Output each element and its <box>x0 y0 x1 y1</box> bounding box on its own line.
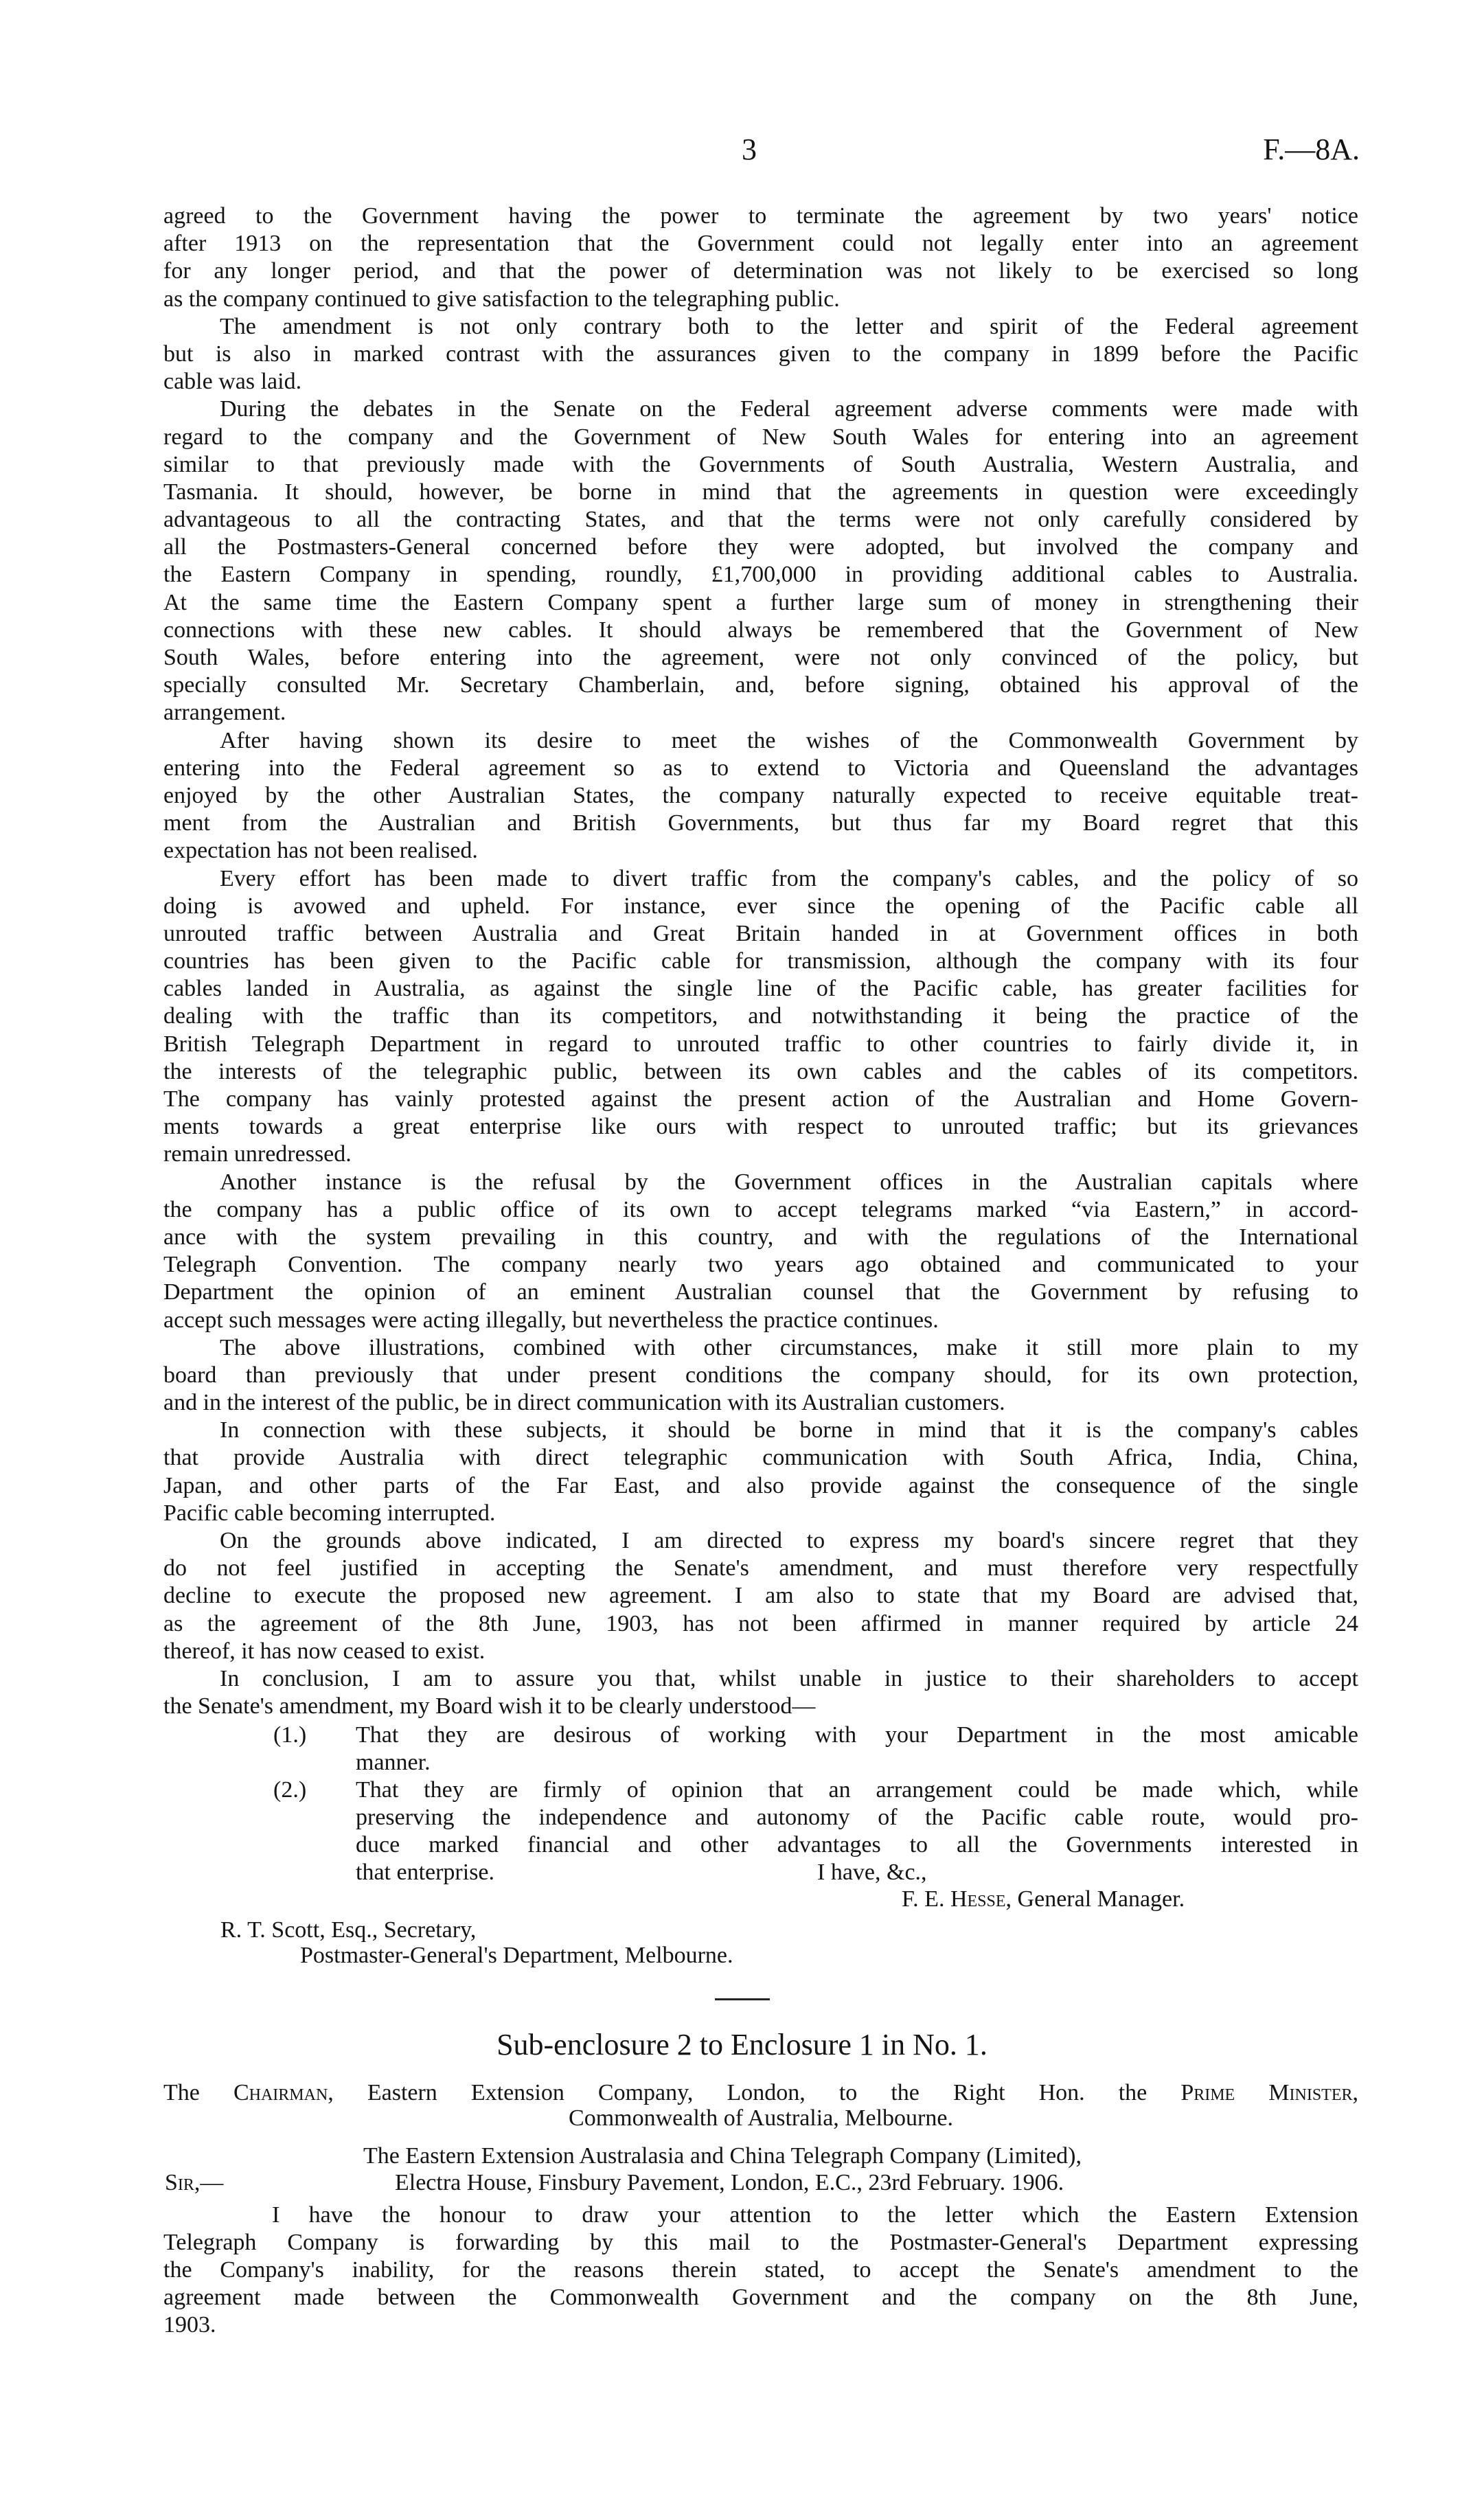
text-line: South Wales, before entering into the agreement, were not only convinced of the policy, but <box>163 645 1358 670</box>
paragraph <box>163 1334 1358 1417</box>
text-line: Pacific cable becoming interrupted. <box>163 1500 496 1526</box>
paragraph <box>163 396 1358 727</box>
from-title: Chairman <box>233 2080 328 2105</box>
text-line: The company has vainly protested against the present action of the Australian and Home Govern- <box>163 1086 1358 1112</box>
text-line: The amendment is not only contrary both to the letter and spirit of the Federal agreement <box>220 313 1358 339</box>
text-line: after 1913 on the representation that the Government could not legally enter into an agreement <box>163 231 1358 257</box>
paragraph <box>163 313 1358 396</box>
text-line: board than previously that under present conditions the company should, for its own protection, <box>163 1362 1358 1388</box>
text-line: 1903. <box>163 2312 216 2338</box>
text-line: cables landed in Australia, as against the single line of the Pacific cable, has greater facilities for <box>163 976 1358 1002</box>
text-line: ments towards a great enterprise like ours with respect to unrouted traffic; but its grievances <box>163 1114 1358 1140</box>
signature <box>902 1886 1185 1913</box>
text-line: In connection with these subjects, it should be borne in mind that it is the company's cables <box>220 1417 1358 1443</box>
text-line: similar to that previously made with the Governments of South Australia, Western Australia, and <box>163 451 1358 477</box>
sub-enclosure-paragraph <box>163 2202 1358 2339</box>
salutation-dash: ,— <box>194 2170 224 2195</box>
item-text-last <box>163 1859 1358 1886</box>
paragraph <box>163 1169 1358 1334</box>
text-line: connections with these new cables. It should always be remembered that the Government of New <box>163 617 1358 643</box>
text-line: Another instance is the refusal by the Government offices in the Australian capitals where <box>220 1169 1358 1195</box>
text-line: Telegraph Convention. The company nearly two years ago obtained and communicated to your <box>163 1252 1358 1278</box>
item-text-continued: manner. <box>356 1750 431 1775</box>
text-line: the company has a public office of its own to accept telegrams marked “via Eastern,” in accord- <box>163 1196 1358 1222</box>
text-line: accept such messages were acting illegally, but nevertheless the practice continues. <box>163 1307 939 1333</box>
salutation <box>165 2169 223 2197</box>
item-number: (1.) <box>273 1722 307 1748</box>
section-divider <box>715 1998 770 2000</box>
item-text: That they are firmly of opinion that an arrangement could be made which, while <box>356 1777 1358 1803</box>
text-line: The above illustrations, combined with other circumstances, make it still more plain to my <box>220 1334 1358 1360</box>
paragraph <box>163 203 1358 313</box>
item-text-continued: duce marked financial and other advantages to all the Governments interested in <box>356 1832 1358 1858</box>
list-item-1 <box>163 1722 1358 1749</box>
text-line: arrangement. <box>163 700 286 726</box>
text-line: the Company's inability, for the reasons therein stated, to accept the Senate's amendment to the <box>163 2257 1358 2283</box>
text-line: specially consulted Mr. Secretary Chamberlain, and, before signing, obtained his approval of the <box>163 672 1358 698</box>
text-line: ment from the Australian and British Governments, but thus far my Board regret that this <box>163 810 1358 836</box>
paragraph <box>163 1665 1358 1720</box>
item-number: (2.) <box>273 1777 307 1803</box>
text-line: all the Postmasters-General concerned before they were adopted, but involved the company and <box>163 534 1358 560</box>
text-line: decline to execute the proposed new agreement. I am also to state that my Board are advised that, <box>163 1583 1358 1609</box>
text-line: On the grounds above indicated, I am directed to express my board's sincere regret that they <box>220 1528 1358 1553</box>
text-line: thereof, it has now ceased to exist. <box>163 1638 486 1664</box>
text-line: advantageous to all the contracting States, and that the terms were not only carefully considered by <box>163 507 1358 533</box>
page-number: 3 <box>742 133 757 166</box>
text-line: do not feel justified in accepting the Senate's amendment, and must therefore very respectfully <box>163 1555 1358 1581</box>
letter-body <box>163 203 1358 1720</box>
salutation-word: Sir <box>165 2170 194 2195</box>
addressee-line-1: R. T. Scott, Esq., Secretary, <box>220 1917 477 1943</box>
text-line: that provide Australia with direct telegraphic communication with South Africa, India, China, <box>163 1445 1358 1471</box>
text-line: as the agreement of the 8th June, 1903, has not been affirmed in manner required by article 24 <box>163 1610 1358 1636</box>
from-middle: , Eastern Extension Company, London, to the Right Hon. the <box>328 2080 1181 2105</box>
from-to-line <box>163 2079 1358 2107</box>
text-line: remain unredressed. <box>163 1141 352 1167</box>
text-line: Department the opinion of an eminent Australian counsel that the Government by refusing to <box>163 1279 1358 1305</box>
item-text-end: that enterprise. <box>356 1860 495 1885</box>
text-line: the Senate's amendment, my Board wish it to be clearly understood— <box>163 1693 816 1719</box>
to-title: Prime Minister <box>1180 2080 1353 2105</box>
text-line: I have the honour to draw your attention to the letter which the Eastern Extension <box>272 2202 1358 2228</box>
text-line: for any longer period, and that the power of determination was not likely to be exercised so long <box>163 258 1358 284</box>
text-line: entering into the Federal agreement so as to extend to Victoria and Queensland the advantages <box>163 755 1358 781</box>
text-line: Japan, and other parts of the Far East, and also provide against the consequence of the single <box>163 1472 1358 1498</box>
sender-address-1: The Eastern Extension Australasia and China Telegraph Company (Limited), <box>363 2143 1082 2169</box>
item-text: That they are desirous of working with your Department in the most amicable <box>356 1722 1358 1748</box>
text-line: British Telegraph Department in regard to unrouted traffic to other countries to fairly divide it, in <box>163 1031 1358 1057</box>
text-line: the Eastern Company in spending, roundly, £1,700,000 in providing additional cables to Australia. <box>163 562 1358 588</box>
paragraph <box>163 865 1358 1169</box>
signature-title: , General Manager. <box>1005 1886 1185 1912</box>
text-line: expectation has not been realised. <box>163 838 478 864</box>
text-line: doing is avowed and upheld. For instance, ever since the opening of the Pacific cable all <box>163 893 1358 919</box>
item-text-continued: preserving the independence and autonomy of the Pacific cable route, would pro- <box>356 1805 1358 1830</box>
text-line: Every effort has been made to divert traffic from the company's cables, and the policy of so <box>220 865 1358 891</box>
to-line-2: Commonwealth of Australia, Melbourne. <box>569 2105 953 2131</box>
text-line: In conclusion, I am to assure you that, whilst unable in justice to their shareholders to accept <box>220 1665 1358 1691</box>
text-line: ance with the system prevailing in this country, and with the regulations of the International <box>163 1224 1358 1250</box>
sender-address-2: Electra House, Finsbury Pavement, London, E.C., 23rd February. 1906. <box>395 2170 1064 2195</box>
paragraph <box>163 1527 1358 1665</box>
text-line: and in the interest of the public, be in direct communication with its Australian customers. <box>163 1390 1005 1416</box>
text-line: regard to the company and the Government of New South Wales for entering into an agreement <box>163 424 1358 450</box>
paragraph <box>163 1417 1358 1527</box>
text-line: as the company continued to give satisfaction to the telegraphing public. <box>163 286 840 312</box>
text-line: Tasmania. It should, however, be borne in mind that the agreements in question were exceedingly <box>163 479 1358 505</box>
text-line: agreed to the Government having the power to terminate the agreement by two years' notice <box>163 203 1358 229</box>
text-line: but is also in marked contrast with the assurances given to the company in 1899 before the Pacific <box>163 341 1358 367</box>
signature-name: Hesse <box>950 1886 1006 1912</box>
section-heading: Sub-enclosure 2 to Enclosure 1 in No. 1. <box>496 2028 988 2061</box>
list-item-2 <box>163 1776 1358 1804</box>
text-line: dealing with the traffic than its competitors, and notwithstanding it being the practice of the <box>163 1003 1358 1029</box>
text-line: Telegraph Company is forwarding by this mail to the Postmaster-General's Department expressing <box>163 2230 1358 2255</box>
numbered-list <box>163 1722 1358 1886</box>
paragraph <box>163 727 1358 865</box>
text-line: During the debates in the Senate on the Federal agreement adverse comments were made with <box>220 396 1358 422</box>
text-line: enjoyed by the other Australian States, the company naturally expected to receive equitable treat- <box>163 782 1358 808</box>
text-line: After having shown its desire to meet the wishes of the Commonwealth Government by <box>220 727 1358 753</box>
text-line: the interests of the telegraphic public, between its own cables and the cables of its competitors. <box>163 1058 1358 1084</box>
closing-salutation: I have, &c., <box>817 1860 927 1885</box>
signature-initials: F. E. <box>902 1886 950 1912</box>
addressee-line-2: Postmaster-General's Department, Melbourne. <box>300 1943 733 1968</box>
to-suffix: , <box>1352 2080 1359 2105</box>
text-line: countries has been given to the Pacific cable for transmission, although the company with its four <box>163 948 1358 974</box>
from-prefix: The <box>163 2080 233 2105</box>
text-line: agreement made between the Commonwealth Government and the company on the 8th June, <box>163 2285 1358 2310</box>
text-line: At the same time the Eastern Company spent a further large sum of money in strengthening their <box>163 589 1358 615</box>
text-line: cable was laid. <box>163 369 302 395</box>
document-reference: F.—8A. <box>1263 133 1360 166</box>
text-line: unrouted traffic between Australia and Great Britain handed in at Government offices in both <box>163 920 1358 946</box>
